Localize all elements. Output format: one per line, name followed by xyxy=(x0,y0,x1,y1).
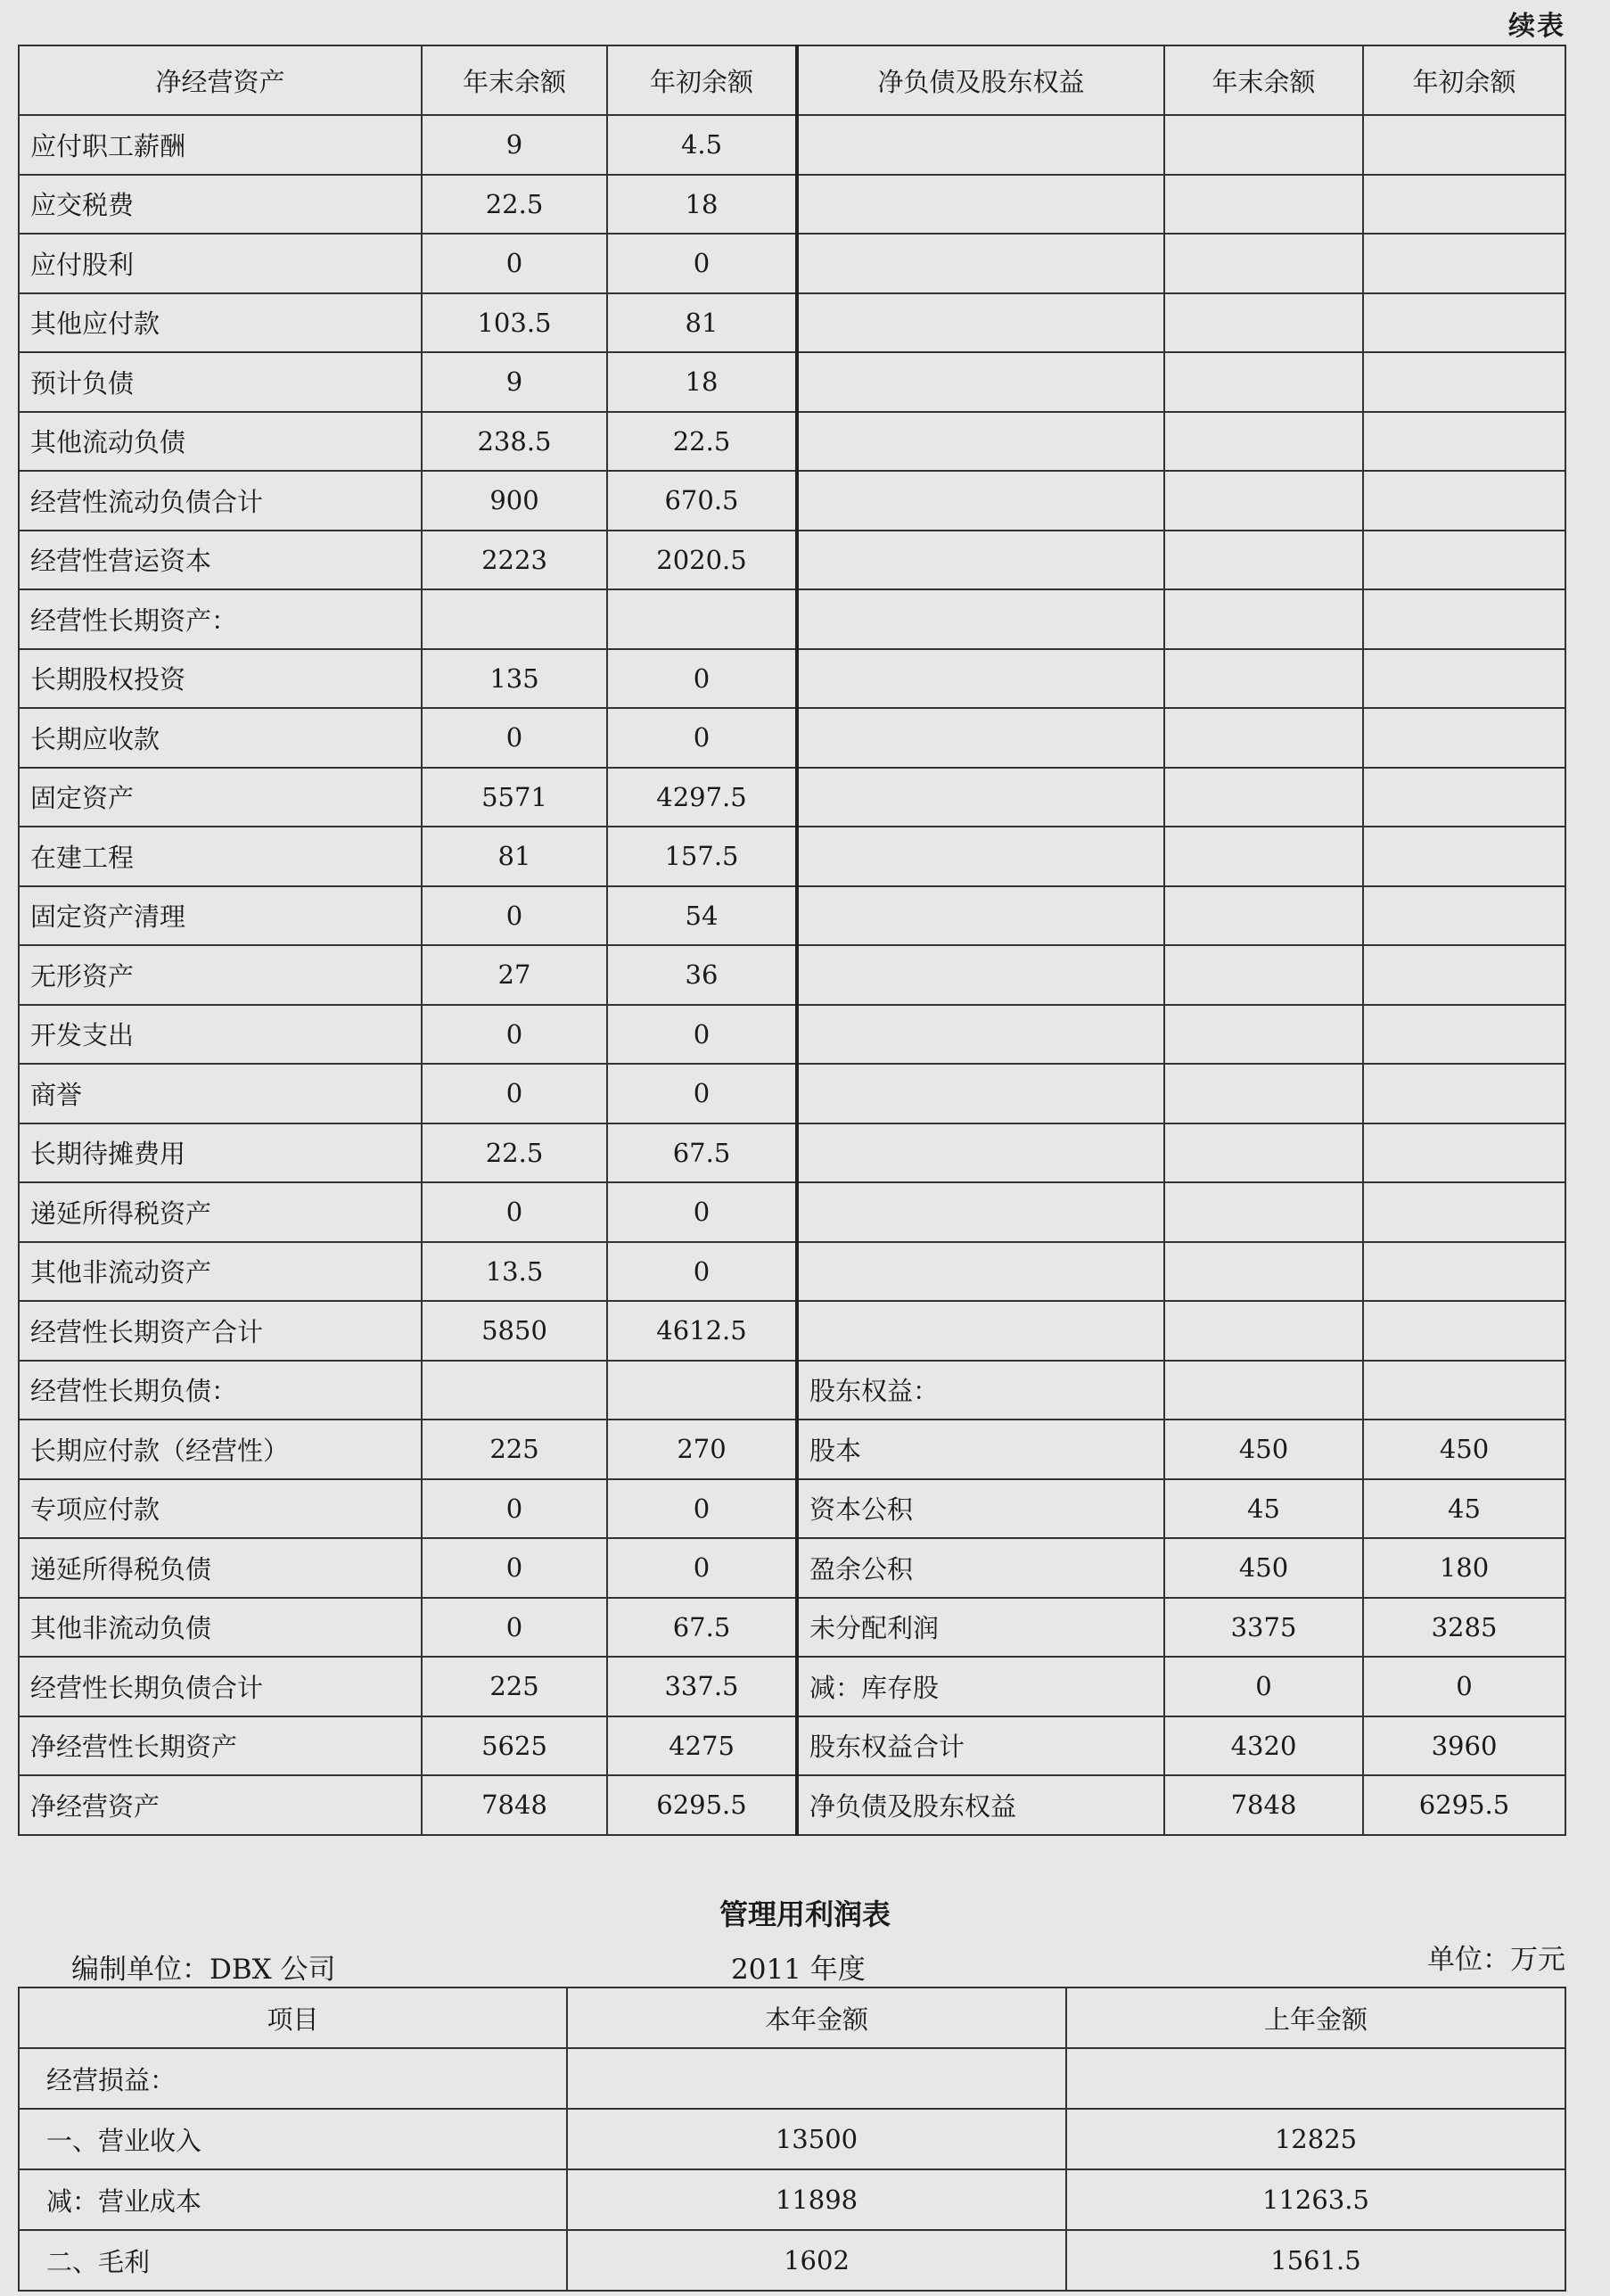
left-begin-cell: 0 xyxy=(607,649,797,709)
left-end-cell: 2223 xyxy=(422,531,607,590)
left-end-cell: 0 xyxy=(422,1598,607,1658)
right-end-cell xyxy=(1164,886,1363,946)
left-begin-cell: 0 xyxy=(607,234,797,293)
header-left-item: 净经营资产 xyxy=(19,45,422,115)
income-current-cell: 13500 xyxy=(567,2109,1066,2169)
left-begin-cell xyxy=(607,1361,797,1420)
left-end-cell: 81 xyxy=(422,827,607,886)
right-begin-cell: 6295.5 xyxy=(1363,1775,1565,1835)
left-begin-cell: 54 xyxy=(607,886,797,946)
left-end-cell: 0 xyxy=(422,1479,607,1539)
left-item-cell: 固定资产 xyxy=(19,768,422,827)
left-item-cell: 经营性营运资本 xyxy=(19,531,422,590)
left-item-cell: 应付股利 xyxy=(19,234,422,293)
right-end-cell: 45 xyxy=(1164,1479,1363,1539)
left-begin-cell: 2020.5 xyxy=(607,531,797,590)
left-item-cell: 经营性长期资产合计 xyxy=(19,1301,422,1361)
income-statement-table xyxy=(18,1987,1566,2292)
right-end-cell: 0 xyxy=(1164,1657,1363,1716)
right-end-cell xyxy=(1164,1005,1363,1065)
right-begin-cell xyxy=(1363,352,1565,412)
right-item-cell xyxy=(797,352,1164,412)
header-right-item: 净负债及股东权益 xyxy=(797,45,1164,115)
table-row xyxy=(19,293,1565,353)
left-end-cell: 9 xyxy=(422,352,607,412)
left-end-cell: 900 xyxy=(422,471,607,531)
right-end-cell: 4320 xyxy=(1164,1716,1363,1776)
right-begin-cell xyxy=(1363,471,1565,531)
left-item-cell: 递延所得税资产 xyxy=(19,1182,422,1242)
table-row xyxy=(19,1361,1565,1420)
right-begin-cell xyxy=(1363,1242,1565,1302)
income-previous-cell xyxy=(1066,2048,1565,2109)
left-end-cell: 0 xyxy=(422,234,607,293)
left-item-cell: 递延所得税负债 xyxy=(19,1538,422,1598)
left-end-cell: 7848 xyxy=(422,1775,607,1835)
right-item-cell xyxy=(797,945,1164,1005)
table-row xyxy=(19,1064,1565,1123)
right-begin-cell xyxy=(1363,115,1565,175)
income-previous-cell: 1561.5 xyxy=(1066,2230,1565,2291)
left-end-cell: 22.5 xyxy=(422,1123,607,1183)
right-end-cell xyxy=(1164,115,1363,175)
table-row xyxy=(19,1242,1565,1302)
right-end-cell xyxy=(1164,589,1363,649)
header-right-end: 年末余额 xyxy=(1164,45,1363,115)
right-item-cell: 股本 xyxy=(797,1420,1164,1479)
left-begin-cell: 22.5 xyxy=(607,412,797,472)
right-item-cell xyxy=(797,234,1164,293)
table-row xyxy=(19,1657,1565,1716)
left-item-cell: 商誉 xyxy=(19,1064,422,1123)
left-item-cell: 其他非流动负债 xyxy=(19,1598,422,1658)
left-item-cell: 长期应收款 xyxy=(19,708,422,768)
left-begin-cell: 4.5 xyxy=(607,115,797,175)
right-item-cell xyxy=(797,1301,1164,1361)
table-row xyxy=(19,352,1565,412)
continued-label: 续表 xyxy=(1508,11,1565,42)
left-end-cell xyxy=(422,1361,607,1420)
left-item-cell: 经营性流动负债合计 xyxy=(19,471,422,531)
right-item-cell: 减：库存股 xyxy=(797,1657,1164,1716)
right-end-cell xyxy=(1164,531,1363,590)
right-item-cell xyxy=(797,175,1164,235)
table-row xyxy=(19,234,1565,293)
left-begin-cell: 4297.5 xyxy=(607,768,797,827)
left-item-cell: 其他非流动资产 xyxy=(19,1242,422,1302)
left-begin-cell: 0 xyxy=(607,1005,797,1065)
left-begin-cell: 0 xyxy=(607,1242,797,1302)
table-row xyxy=(19,886,1565,946)
right-begin-cell: 180 xyxy=(1363,1538,1565,1598)
table-row xyxy=(19,827,1565,886)
table-row xyxy=(19,2109,1565,2169)
left-begin-cell: 670.5 xyxy=(607,471,797,531)
right-begin-cell xyxy=(1363,589,1565,649)
table-row xyxy=(19,649,1565,709)
right-item-cell xyxy=(797,1242,1164,1302)
right-begin-cell xyxy=(1363,649,1565,709)
right-end-cell xyxy=(1164,352,1363,412)
left-end-cell: 0 xyxy=(422,708,607,768)
left-item-cell: 净经营资产 xyxy=(19,1775,422,1835)
left-end-cell: 27 xyxy=(422,945,607,1005)
right-begin-cell xyxy=(1363,1123,1565,1183)
right-end-cell: 3375 xyxy=(1164,1598,1363,1658)
left-end-cell: 103.5 xyxy=(422,293,607,353)
left-item-cell: 应付职工薪酬 xyxy=(19,115,422,175)
income-statement-org: 编制单位：DBX 公司 xyxy=(71,1954,336,1986)
right-end-cell xyxy=(1164,945,1363,1005)
left-begin-cell: 0 xyxy=(607,708,797,768)
right-item-cell xyxy=(797,1064,1164,1123)
right-item-cell xyxy=(797,1123,1164,1183)
left-end-cell: 22.5 xyxy=(422,175,607,235)
income-statement-title: 管理用利润表 xyxy=(719,1897,891,1931)
table-row xyxy=(19,1716,1565,1776)
right-end-cell xyxy=(1164,1064,1363,1123)
left-begin-cell: 6295.5 xyxy=(607,1775,797,1835)
table-row xyxy=(19,412,1565,472)
table-row xyxy=(19,1005,1565,1065)
right-item-cell xyxy=(797,293,1164,353)
right-item-cell xyxy=(797,649,1164,709)
right-end-cell xyxy=(1164,708,1363,768)
left-end-cell: 5571 xyxy=(422,768,607,827)
left-begin-cell xyxy=(607,589,797,649)
right-end-cell xyxy=(1164,1182,1363,1242)
right-item-cell xyxy=(797,1005,1164,1065)
left-item-cell: 无形资产 xyxy=(19,945,422,1005)
table-row xyxy=(19,2169,1565,2230)
right-begin-cell xyxy=(1363,768,1565,827)
right-end-cell xyxy=(1164,234,1363,293)
left-begin-cell: 67.5 xyxy=(607,1123,797,1183)
income-current-cell xyxy=(567,2048,1066,2109)
right-item-cell xyxy=(797,531,1164,590)
right-end-cell xyxy=(1164,1123,1363,1183)
right-begin-cell: 3960 xyxy=(1363,1716,1565,1776)
header-right-begin: 年初余额 xyxy=(1363,45,1565,115)
income-header-previous: 上年金额 xyxy=(1066,1987,1565,2048)
left-end-cell: 135 xyxy=(422,649,607,709)
left-begin-cell: 18 xyxy=(607,175,797,235)
right-item-cell xyxy=(797,1182,1164,1242)
right-begin-cell xyxy=(1363,1064,1565,1123)
right-end-cell: 7848 xyxy=(1164,1775,1363,1835)
left-begin-cell: 337.5 xyxy=(607,1657,797,1716)
right-begin-cell xyxy=(1363,412,1565,472)
header-left-end: 年末余额 xyxy=(422,45,607,115)
table-row xyxy=(19,1598,1565,1658)
left-item-cell: 开发支出 xyxy=(19,1005,422,1065)
income-item-cell: 减：营业成本 xyxy=(19,2169,567,2230)
income-header-row xyxy=(19,1987,1565,2048)
income-current-cell: 1602 xyxy=(567,2230,1066,2291)
table-row xyxy=(19,531,1565,590)
left-item-cell: 其他应付款 xyxy=(19,293,422,353)
left-item-cell: 长期应付款（经营性） xyxy=(19,1420,422,1479)
table-row xyxy=(19,115,1565,175)
right-item-cell xyxy=(797,768,1164,827)
table-row xyxy=(19,1301,1565,1361)
right-item-cell: 净负债及股东权益 xyxy=(797,1775,1164,1835)
left-end-cell: 0 xyxy=(422,1182,607,1242)
left-end-cell: 5850 xyxy=(422,1301,607,1361)
left-item-cell: 预计负债 xyxy=(19,352,422,412)
table-row xyxy=(19,1775,1565,1835)
right-begin-cell xyxy=(1363,886,1565,946)
balance-header-row xyxy=(19,45,1565,115)
income-header-item: 项目 xyxy=(19,1987,567,2048)
left-item-cell: 经营性长期负债合计 xyxy=(19,1657,422,1716)
left-end-cell: 0 xyxy=(422,1005,607,1065)
left-item-cell: 经营性长期负债： xyxy=(19,1361,422,1420)
right-item-cell xyxy=(797,589,1164,649)
left-end-cell: 5625 xyxy=(422,1716,607,1776)
right-begin-cell xyxy=(1363,234,1565,293)
right-end-cell xyxy=(1164,175,1363,235)
left-item-cell: 经营性长期资产： xyxy=(19,589,422,649)
income-item-cell: 一、营业收入 xyxy=(19,2109,567,2169)
right-item-cell xyxy=(797,412,1164,472)
left-begin-cell: 0 xyxy=(607,1064,797,1123)
right-begin-cell xyxy=(1363,531,1565,590)
right-end-cell xyxy=(1164,412,1363,472)
income-statement-year: 2011 年度 xyxy=(731,1954,866,1986)
left-begin-cell: 270 xyxy=(607,1420,797,1479)
table-row xyxy=(19,471,1565,531)
right-begin-cell: 3285 xyxy=(1363,1598,1565,1658)
right-end-cell xyxy=(1164,471,1363,531)
income-previous-cell: 11263.5 xyxy=(1066,2169,1565,2230)
right-end-cell xyxy=(1164,1301,1363,1361)
left-begin-cell: 81 xyxy=(607,293,797,353)
left-begin-cell: 36 xyxy=(607,945,797,1005)
right-begin-cell xyxy=(1363,945,1565,1005)
left-begin-cell: 4275 xyxy=(607,1716,797,1776)
table-row xyxy=(19,175,1565,235)
right-begin-cell xyxy=(1363,1361,1565,1420)
left-end-cell: 225 xyxy=(422,1657,607,1716)
left-item-cell: 长期待摊费用 xyxy=(19,1123,422,1183)
income-header-current: 本年金额 xyxy=(567,1987,1066,2048)
left-end-cell: 13.5 xyxy=(422,1242,607,1302)
right-begin-cell xyxy=(1363,827,1565,886)
right-item-cell xyxy=(797,115,1164,175)
left-begin-cell: 0 xyxy=(607,1182,797,1242)
left-end-cell xyxy=(422,589,607,649)
right-item-cell xyxy=(797,708,1164,768)
header-left-begin: 年初余额 xyxy=(607,45,797,115)
left-end-cell: 0 xyxy=(422,1064,607,1123)
right-end-cell xyxy=(1164,649,1363,709)
right-begin-cell xyxy=(1363,708,1565,768)
income-current-cell: 11898 xyxy=(567,2169,1066,2230)
right-begin-cell xyxy=(1363,175,1565,235)
left-item-cell: 净经营性长期资产 xyxy=(19,1716,422,1776)
balance-sheet-table xyxy=(18,45,1566,1836)
right-begin-cell: 450 xyxy=(1363,1420,1565,1479)
left-item-cell: 在建工程 xyxy=(19,827,422,886)
right-item-cell xyxy=(797,886,1164,946)
left-item-cell: 专项应付款 xyxy=(19,1479,422,1539)
right-item-cell: 盈余公积 xyxy=(797,1538,1164,1598)
right-begin-cell xyxy=(1363,1005,1565,1065)
left-item-cell: 应交税费 xyxy=(19,175,422,235)
left-begin-cell: 67.5 xyxy=(607,1598,797,1658)
table-row xyxy=(19,2230,1565,2291)
left-item-cell: 其他流动负债 xyxy=(19,412,422,472)
income-previous-cell: 12825 xyxy=(1066,2109,1565,2169)
table-row xyxy=(19,1123,1565,1183)
left-item-cell: 固定资产清理 xyxy=(19,886,422,946)
table-row xyxy=(19,1479,1565,1539)
table-row xyxy=(19,768,1565,827)
right-begin-cell: 0 xyxy=(1363,1657,1565,1716)
right-item-cell: 未分配利润 xyxy=(797,1598,1164,1658)
table-row xyxy=(19,708,1565,768)
table-row xyxy=(19,1538,1565,1598)
right-end-cell xyxy=(1164,768,1363,827)
left-end-cell: 0 xyxy=(422,886,607,946)
right-item-cell: 资本公积 xyxy=(797,1479,1164,1539)
right-end-cell xyxy=(1164,1361,1363,1420)
table-row xyxy=(19,1420,1565,1479)
table-row xyxy=(19,1182,1565,1242)
left-end-cell: 225 xyxy=(422,1420,607,1479)
right-begin-cell: 45 xyxy=(1363,1479,1565,1539)
income-statement-unit: 单位：万元 xyxy=(1427,1944,1565,1976)
right-end-cell xyxy=(1164,827,1363,886)
right-begin-cell xyxy=(1363,293,1565,353)
right-begin-cell xyxy=(1363,1301,1565,1361)
left-end-cell: 9 xyxy=(422,115,607,175)
right-item-cell: 股东权益： xyxy=(797,1361,1164,1420)
left-end-cell: 238.5 xyxy=(422,412,607,472)
table-row xyxy=(19,2048,1565,2109)
table-row xyxy=(19,945,1565,1005)
right-end-cell xyxy=(1164,1242,1363,1302)
left-begin-cell: 157.5 xyxy=(607,827,797,886)
right-end-cell: 450 xyxy=(1164,1538,1363,1598)
income-item-cell: 经营损益： xyxy=(19,2048,567,2109)
left-begin-cell: 0 xyxy=(607,1479,797,1539)
table-row xyxy=(19,589,1565,649)
left-begin-cell: 4612.5 xyxy=(607,1301,797,1361)
left-item-cell: 长期股权投资 xyxy=(19,649,422,709)
left-begin-cell: 0 xyxy=(607,1538,797,1598)
income-item-cell: 二、毛利 xyxy=(19,2230,567,2291)
right-end-cell: 450 xyxy=(1164,1420,1363,1479)
right-begin-cell xyxy=(1363,1182,1565,1242)
right-item-cell xyxy=(797,471,1164,531)
left-begin-cell: 18 xyxy=(607,352,797,412)
left-end-cell: 0 xyxy=(422,1538,607,1598)
right-end-cell xyxy=(1164,293,1363,353)
right-item-cell xyxy=(797,827,1164,886)
right-item-cell: 股东权益合计 xyxy=(797,1716,1164,1776)
